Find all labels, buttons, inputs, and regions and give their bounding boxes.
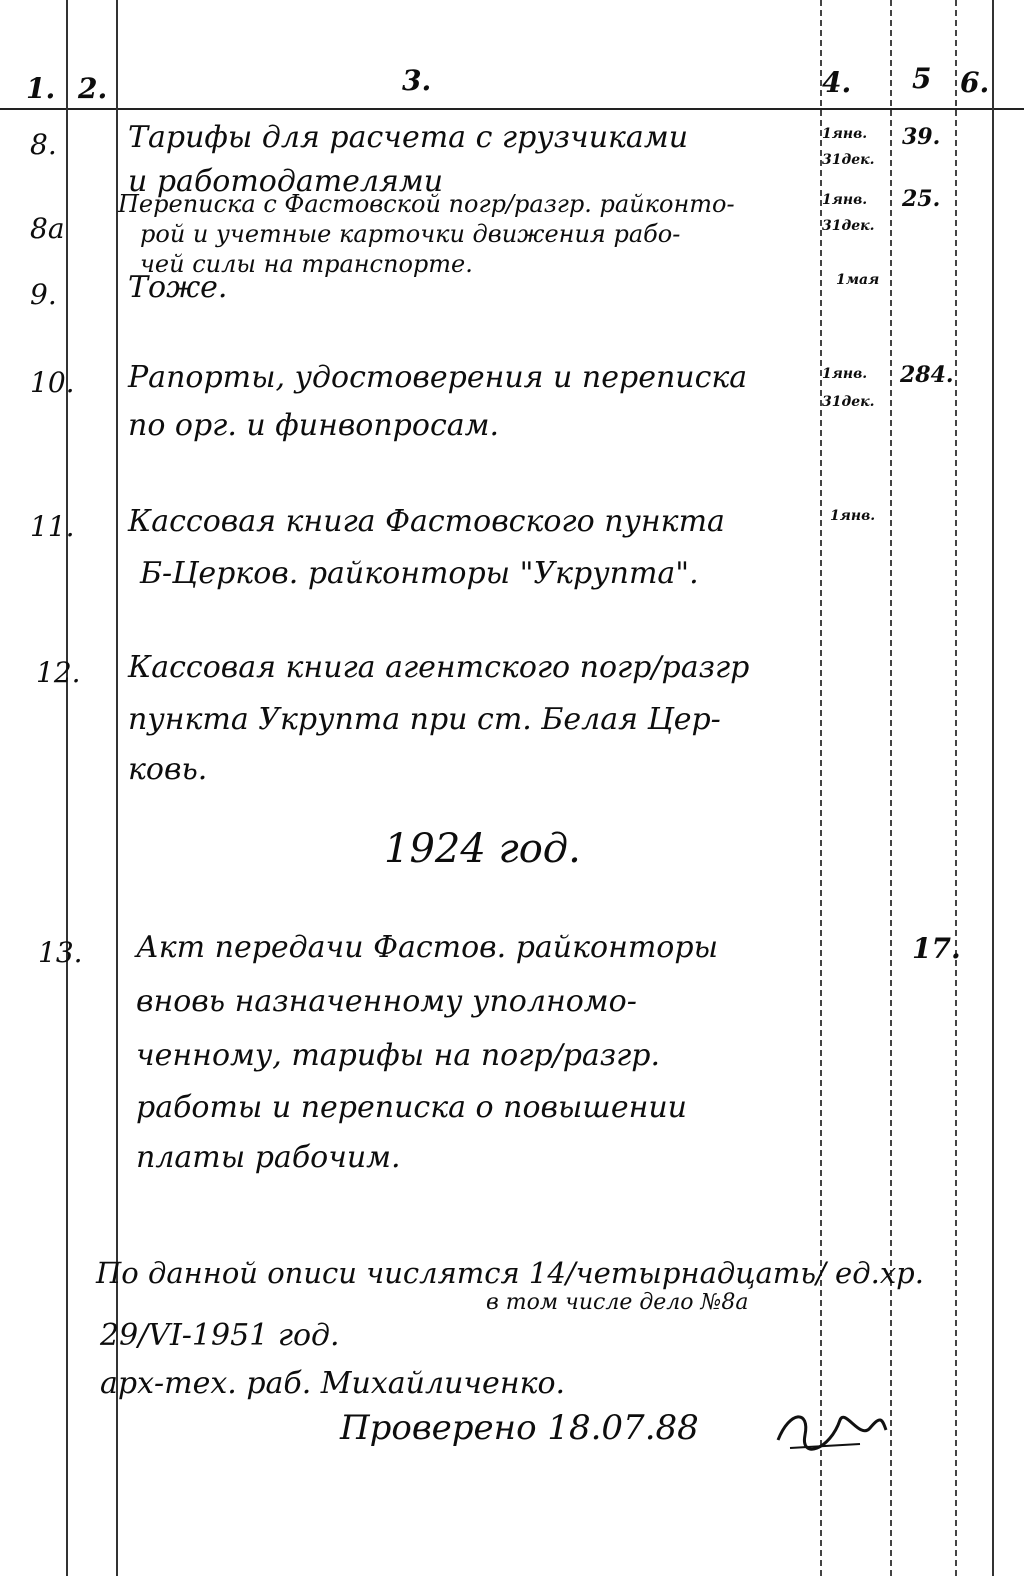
row-number: 10.	[30, 366, 75, 399]
row-page-count: 39.	[902, 124, 941, 150]
row-title-line: Б-Церков. райконторы "Укрупта".	[140, 556, 699, 591]
row-date-start: 1янв.	[822, 192, 868, 208]
year-heading: 1924 год.	[384, 826, 581, 872]
column-rule-1	[66, 0, 68, 1576]
row-number: 13.	[38, 936, 83, 969]
row-title-line: вновь назначенному уполномо-	[136, 984, 637, 1019]
row-title-line: чей силы на транспорте.	[140, 250, 473, 278]
header-col2: 2.	[78, 72, 108, 105]
row-date-end: 31дек.	[822, 394, 875, 410]
verification-note: Проверено 18.07.88	[340, 1408, 699, 1448]
row-date-end: 31дек.	[822, 218, 875, 234]
footer-total-line: По данной описи числятся 14/четырнадцать/ ед.хр.	[96, 1256, 924, 1290]
row-date-start: 1янв.	[830, 508, 876, 524]
row-title-line: Тоже.	[128, 270, 228, 305]
row-number: 8а	[30, 212, 65, 245]
column-rule-6	[992, 0, 994, 1576]
header-col6: 6.	[960, 66, 990, 99]
header-col1: 1.	[26, 72, 56, 105]
row-title-line: и работодателями	[128, 164, 444, 199]
row-title-line: ковь.	[128, 752, 208, 787]
row-title-line: ченному, тарифы на погр/разгр.	[136, 1038, 661, 1073]
row-title-line: работы и переписка о повышении	[136, 1090, 688, 1125]
row-number: 11.	[30, 510, 75, 543]
footer-total-note: в том числе дело №8а	[486, 1290, 749, 1315]
row-title-line: Кассовая книга агентского погр/разгр	[128, 650, 750, 685]
row-number: 8.	[30, 128, 57, 161]
header-col4: 4.	[822, 66, 852, 99]
row-page-count: 284.	[900, 362, 954, 388]
row-date-end: 31дек.	[822, 152, 875, 168]
header-rule	[0, 108, 1024, 110]
footer-date: 29/VI-1951 год.	[100, 1318, 340, 1353]
row-title-line: по орг. и финвопросам.	[128, 408, 500, 443]
row-number: 12.	[36, 656, 81, 689]
row-date-start: 1янв.	[822, 126, 868, 142]
row-title-line: Кассовая книга Фастовского пункта	[128, 504, 725, 539]
row-date-start: 1янв.	[822, 366, 868, 382]
row-page-count: 25.	[902, 186, 941, 212]
row-title-line: платы рабочим.	[136, 1140, 401, 1175]
column-rule-5	[955, 0, 957, 1576]
row-number: 9.	[30, 278, 57, 311]
column-rule-3	[820, 0, 822, 1576]
column-rule-4	[890, 0, 892, 1576]
row-title-line: Рапорты, удостоверения и переписка	[128, 360, 748, 395]
row-title-line: Переписка с Фастовской погр/разгр. райконто-	[118, 190, 735, 218]
row-title-line: пункта Укрупта при ст. Белая Цер-	[128, 702, 721, 737]
header-col3: 3.	[402, 64, 432, 97]
footer-archivist: арх-тех. раб. Михайличенко.	[100, 1366, 566, 1401]
header-col5: 5	[912, 62, 932, 95]
row-title-line: Акт передачи Фастов. райконторы	[136, 930, 718, 965]
signature-scribble	[770, 1400, 890, 1460]
row-title-line: рой и учетные карточки движения рабо-	[140, 220, 681, 248]
row-page-count: 17.	[912, 932, 961, 965]
row-title-line: Тарифы для расчета с грузчиками	[128, 120, 689, 155]
row-date-start: 1мая	[836, 272, 880, 288]
